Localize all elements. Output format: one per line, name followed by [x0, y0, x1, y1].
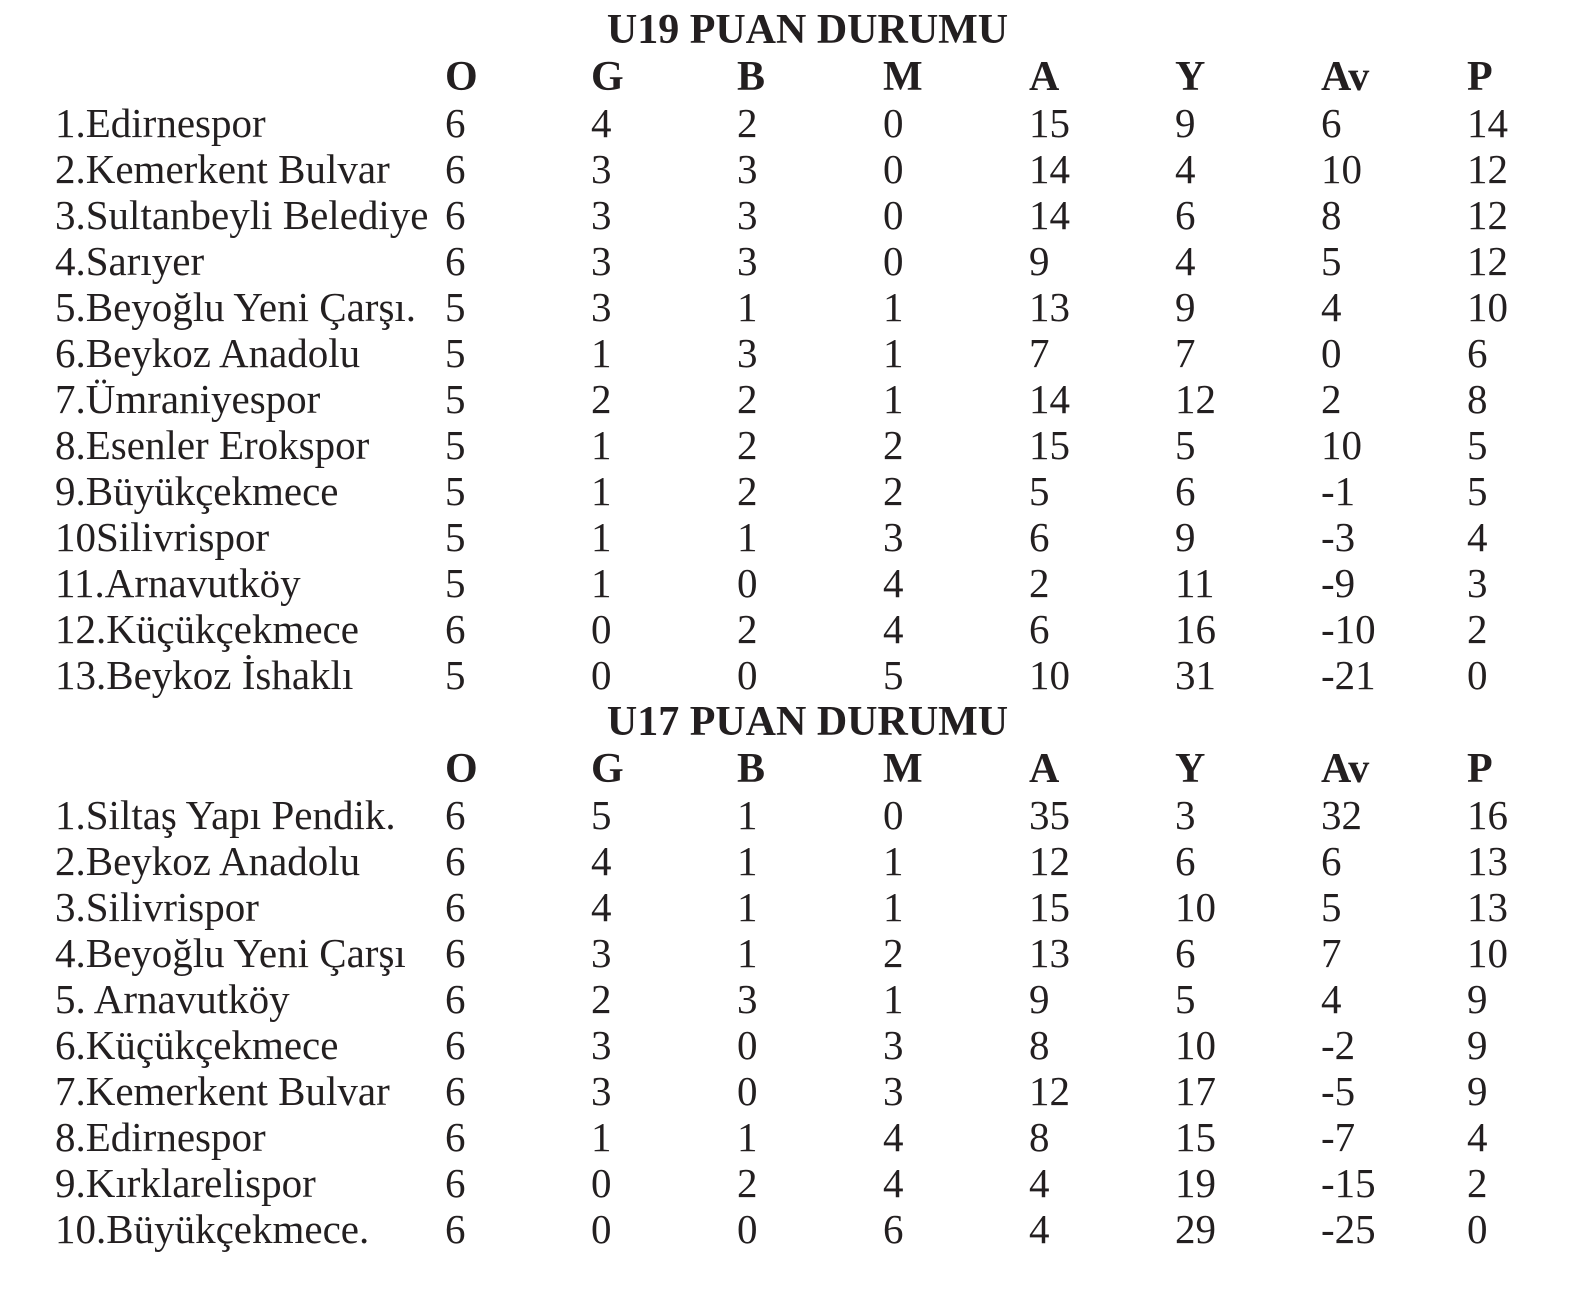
stat-cell-losses: 4 [883, 1160, 904, 1206]
col-header-wins: G [591, 746, 624, 792]
stat-cell-goals-for: 15 [1029, 884, 1070, 930]
stat-cell-wins: 1 [591, 330, 612, 376]
stat-cell-average: 2 [1321, 376, 1342, 422]
team-name-cell: 3.Silivrispor [55, 884, 259, 930]
stat-cell-points: 9 [1467, 1022, 1488, 1068]
team-name-cell: 4.Sarıyer [55, 238, 205, 284]
stat-cell-losses: 1 [883, 976, 904, 1022]
stat-cell-losses: 6 [883, 1206, 904, 1252]
col-header-losses: M [883, 746, 923, 792]
stat-cell-points: 13 [1467, 884, 1508, 930]
stat-cell-wins: 1 [591, 514, 612, 560]
stat-cell-points: 6 [1467, 330, 1488, 376]
stat-cell-wins: 4 [591, 100, 612, 146]
stat-cell-points: 16 [1467, 792, 1508, 838]
stat-cell-played: 5 [445, 560, 466, 606]
stat-cell-goals-against: 4 [1175, 146, 1196, 192]
stat-cell-wins: 3 [591, 1022, 612, 1068]
stat-cell-draws: 3 [737, 146, 758, 192]
team-column-spacer [55, 746, 445, 792]
stat-cell-goals-against: 29 [1175, 1206, 1216, 1252]
stat-cell-goals-for: 12 [1029, 838, 1070, 884]
stat-cell-wins: 3 [591, 146, 612, 192]
team-row [55, 376, 1560, 422]
team-row [55, 514, 1560, 560]
stat-cell-draws: 1 [737, 884, 758, 930]
stat-cell-average: -9 [1321, 560, 1356, 606]
team-name-cell: 12.Küçükçekmece [55, 606, 359, 652]
stat-cell-goals-against: 16 [1175, 606, 1216, 652]
col-header-losses: M [883, 54, 923, 100]
stat-cell-losses: 1 [883, 838, 904, 884]
stat-cell-goals-against: 5 [1175, 976, 1196, 1022]
stat-cell-draws: 2 [737, 468, 758, 514]
stat-cell-played: 6 [445, 1114, 466, 1160]
team-name-cell: 1.Siltaş Yapı Pendik. [55, 792, 396, 838]
stat-cell-goals-against: 9 [1175, 284, 1196, 330]
stat-cell-goals-against: 12 [1175, 376, 1216, 422]
col-header-goals-against: Y [1175, 746, 1206, 792]
stat-cell-played: 6 [445, 100, 466, 146]
stat-cell-points: 4 [1467, 1114, 1488, 1160]
stat-cell-wins: 4 [591, 838, 612, 884]
stat-cell-goals-for: 35 [1029, 792, 1070, 838]
stat-cell-goals-against: 9 [1175, 100, 1196, 146]
col-header-played: O [445, 54, 478, 100]
team-row [55, 192, 1560, 238]
stat-cell-draws: 2 [737, 376, 758, 422]
stat-cell-goals-against: 17 [1175, 1068, 1216, 1114]
stat-cell-average: 5 [1321, 884, 1342, 930]
stat-cell-goals-for: 14 [1029, 146, 1070, 192]
stat-cell-points: 10 [1467, 930, 1508, 976]
stat-cell-goals-for: 7 [1029, 330, 1050, 376]
team-name-cell: 6.Küçükçekmece [55, 1022, 339, 1068]
stat-cell-played: 6 [445, 1068, 466, 1114]
team-name-cell: 7.Ümraniyespor [55, 376, 321, 422]
stat-cell-played: 6 [445, 1022, 466, 1068]
stat-cell-goals-for: 6 [1029, 514, 1050, 560]
stat-cell-average: 10 [1321, 146, 1362, 192]
u17-table-title: U17 PUAN DURUMU [606, 699, 1009, 745]
team-row [55, 1206, 1560, 1252]
stat-cell-average: 5 [1321, 238, 1342, 284]
team-row [55, 330, 1560, 376]
team-name-cell: 9.Kırklarelispor [55, 1160, 316, 1206]
stat-cell-goals-against: 6 [1175, 468, 1196, 514]
stat-cell-points: 12 [1467, 192, 1508, 238]
stat-cell-goals-for: 5 [1029, 468, 1050, 514]
team-row [55, 422, 1560, 468]
team-name-cell: 5. Arnavutköy [55, 976, 290, 1022]
stat-cell-goals-against: 9 [1175, 514, 1196, 560]
stat-cell-goals-against: 7 [1175, 330, 1196, 376]
stat-cell-played: 5 [445, 514, 466, 560]
stat-cell-wins: 4 [591, 884, 612, 930]
stat-cell-losses: 0 [883, 238, 904, 284]
stat-cell-wins: 3 [591, 238, 612, 284]
stat-cell-draws: 2 [737, 606, 758, 652]
team-row [55, 930, 1560, 976]
team-row [55, 146, 1560, 192]
stat-cell-losses: 0 [883, 192, 904, 238]
stat-cell-points: 5 [1467, 468, 1488, 514]
stat-cell-average: -1 [1321, 468, 1356, 514]
stat-cell-losses: 0 [883, 792, 904, 838]
stat-cell-wins: 2 [591, 376, 612, 422]
stat-cell-losses: 4 [883, 1114, 904, 1160]
stat-cell-wins: 1 [591, 422, 612, 468]
team-name-cell: 9.Büyükçekmece [55, 468, 339, 514]
stat-cell-points: 14 [1467, 100, 1508, 146]
stat-cell-draws: 1 [737, 792, 758, 838]
stat-cell-goals-for: 6 [1029, 606, 1050, 652]
stat-cell-played: 5 [445, 652, 466, 698]
stat-cell-wins: 1 [591, 560, 612, 606]
team-name-cell: 2.Kemerkent Bulvar [55, 146, 390, 192]
stat-cell-goals-against: 6 [1175, 192, 1196, 238]
stat-cell-draws: 2 [737, 100, 758, 146]
stat-cell-wins: 0 [591, 1206, 612, 1252]
stat-cell-wins: 1 [591, 1114, 612, 1160]
stat-cell-losses: 2 [883, 468, 904, 514]
stat-cell-draws: 0 [737, 1022, 758, 1068]
stat-cell-points: 9 [1467, 1068, 1488, 1114]
col-header-goals-for: A [1029, 54, 1060, 100]
stat-cell-goals-for: 15 [1029, 422, 1070, 468]
stat-cell-wins: 1 [591, 468, 612, 514]
stat-cell-losses: 1 [883, 884, 904, 930]
stat-cell-goals-against: 4 [1175, 238, 1196, 284]
u17-standings-section [55, 698, 1560, 1252]
stat-cell-goals-for: 8 [1029, 1022, 1050, 1068]
col-header-average: Av [1321, 746, 1370, 792]
team-row [55, 838, 1560, 884]
team-name-cell: 8.Edirnespor [55, 1114, 266, 1160]
stat-cell-played: 6 [445, 192, 466, 238]
stat-cell-goals-against: 10 [1175, 1022, 1216, 1068]
team-name-cell: 7.Kemerkent Bulvar [55, 1068, 390, 1114]
team-name-cell: 5.Beyoğlu Yeni Çarşı. [55, 284, 417, 330]
stat-cell-draws: 3 [737, 192, 758, 238]
team-row [55, 1160, 1560, 1206]
stat-cell-points: 5 [1467, 422, 1488, 468]
col-header-points: P [1467, 746, 1493, 792]
team-row [55, 238, 1560, 284]
stat-cell-goals-for: 14 [1029, 192, 1070, 238]
stat-cell-draws: 2 [737, 1160, 758, 1206]
stat-cell-goals-against: 6 [1175, 930, 1196, 976]
stat-cell-points: 13 [1467, 838, 1508, 884]
col-header-wins: G [591, 54, 624, 100]
stat-cell-average: 7 [1321, 930, 1342, 976]
stat-cell-goals-for: 4 [1029, 1206, 1050, 1252]
stat-cell-played: 6 [445, 1160, 466, 1206]
stat-cell-goals-for: 2 [1029, 560, 1050, 606]
u17-table-body [55, 792, 1560, 1252]
stat-cell-points: 8 [1467, 376, 1488, 422]
stat-cell-draws: 0 [737, 1068, 758, 1114]
stat-cell-goals-against: 31 [1175, 652, 1216, 698]
stat-cell-goals-against: 3 [1175, 792, 1196, 838]
stat-cell-average: -25 [1321, 1206, 1376, 1252]
stat-cell-played: 6 [445, 930, 466, 976]
stat-cell-draws: 1 [737, 284, 758, 330]
stat-cell-draws: 2 [737, 422, 758, 468]
stat-cell-average: -7 [1321, 1114, 1356, 1160]
stat-cell-draws: 1 [737, 514, 758, 560]
col-header-draws: B [737, 54, 766, 100]
stat-cell-goals-against: 11 [1175, 560, 1215, 606]
stat-cell-points: 2 [1467, 606, 1488, 652]
stat-cell-average: 4 [1321, 976, 1342, 1022]
stat-cell-losses: 3 [883, 514, 904, 560]
stat-cell-wins: 0 [591, 1160, 612, 1206]
col-header-average: Av [1321, 54, 1370, 100]
stat-cell-goals-against: 15 [1175, 1114, 1216, 1160]
stat-cell-wins: 0 [591, 652, 612, 698]
stat-cell-points: 9 [1467, 976, 1488, 1022]
stat-cell-goals-for: 14 [1029, 376, 1070, 422]
team-row [55, 606, 1560, 652]
stat-cell-losses: 2 [883, 930, 904, 976]
stat-cell-points: 0 [1467, 1206, 1488, 1252]
team-row [55, 468, 1560, 514]
stat-cell-played: 6 [445, 1206, 466, 1252]
team-name-cell: 1.Edirnespor [55, 100, 266, 146]
stat-cell-losses: 1 [883, 330, 904, 376]
u19-standings-section [55, 6, 1560, 698]
stat-cell-losses: 5 [883, 652, 904, 698]
team-row [55, 1114, 1560, 1160]
col-header-goals-for: A [1029, 746, 1060, 792]
team-name-cell: 6.Beykoz Anadolu [55, 330, 361, 376]
u19-table-title: U19 PUAN DURUMU [606, 7, 1009, 53]
stat-cell-goals-for: 13 [1029, 930, 1070, 976]
stat-cell-losses: 4 [883, 606, 904, 652]
u17-standings-table [55, 746, 1560, 1252]
stat-cell-losses: 1 [883, 376, 904, 422]
stat-cell-average: -2 [1321, 1022, 1356, 1068]
stat-cell-points: 0 [1467, 652, 1488, 698]
stat-cell-goals-for: 13 [1029, 284, 1070, 330]
stat-cell-draws: 3 [737, 976, 758, 1022]
stat-cell-played: 6 [445, 792, 466, 838]
stat-cell-average: -3 [1321, 514, 1356, 560]
stat-cell-played: 6 [445, 838, 466, 884]
stat-cell-played: 6 [445, 238, 466, 284]
stat-cell-goals-for: 10 [1029, 652, 1070, 698]
stat-cell-average: 32 [1321, 792, 1362, 838]
stat-cell-draws: 0 [737, 652, 758, 698]
team-column-spacer [55, 54, 445, 100]
team-name-cell: 2.Beykoz Anadolu [55, 838, 361, 884]
u19-table-body [55, 100, 1560, 698]
stat-cell-points: 2 [1467, 1160, 1488, 1206]
stat-cell-average: -5 [1321, 1068, 1356, 1114]
stat-cell-draws: 1 [737, 930, 758, 976]
stat-cell-goals-against: 6 [1175, 838, 1196, 884]
stat-cell-draws: 1 [737, 838, 758, 884]
stat-cell-goals-against: 5 [1175, 422, 1196, 468]
stat-cell-wins: 3 [591, 930, 612, 976]
stat-cell-losses: 0 [883, 100, 904, 146]
stat-cell-average: 10 [1321, 422, 1362, 468]
team-name-cell: 4.Beyoğlu Yeni Çarşı [55, 930, 406, 976]
stat-cell-wins: 3 [591, 284, 612, 330]
stat-cell-goals-against: 19 [1175, 1160, 1216, 1206]
stat-cell-draws: 1 [737, 1114, 758, 1160]
stat-cell-losses: 4 [883, 560, 904, 606]
col-header-played: O [445, 746, 478, 792]
u17-header-row [55, 746, 1560, 792]
stat-cell-goals-against: 10 [1175, 884, 1216, 930]
stat-cell-draws: 3 [737, 330, 758, 376]
team-row [55, 284, 1560, 330]
team-row [55, 792, 1560, 838]
stat-cell-wins: 3 [591, 1068, 612, 1114]
stat-cell-played: 5 [445, 468, 466, 514]
team-row [55, 560, 1560, 606]
team-name-cell: 10Silivrispor [55, 514, 270, 560]
team-name-cell: 3.Sultanbeyli Belediye [55, 192, 429, 238]
stat-cell-played: 5 [445, 376, 466, 422]
stat-cell-wins: 5 [591, 792, 612, 838]
stat-cell-wins: 0 [591, 606, 612, 652]
stat-cell-draws: 0 [737, 560, 758, 606]
stat-cell-played: 6 [445, 146, 466, 192]
stat-cell-goals-for: 15 [1029, 100, 1070, 146]
team-name-cell: 13.Beykoz İshaklı [55, 652, 354, 698]
stat-cell-points: 12 [1467, 238, 1508, 284]
team-row [55, 976, 1560, 1022]
stat-cell-wins: 3 [591, 192, 612, 238]
stat-cell-average: 0 [1321, 330, 1342, 376]
stat-cell-points: 4 [1467, 514, 1488, 560]
stat-cell-draws: 3 [737, 238, 758, 284]
stat-cell-average: -15 [1321, 1160, 1376, 1206]
team-name-cell: 11.Arnavutköy [55, 560, 301, 606]
stat-cell-points: 12 [1467, 146, 1508, 192]
u19-standings-table [55, 54, 1560, 698]
stat-cell-played: 5 [445, 330, 466, 376]
stat-cell-losses: 3 [883, 1068, 904, 1114]
stat-cell-goals-for: 9 [1029, 238, 1050, 284]
stat-cell-played: 5 [445, 422, 466, 468]
team-row [55, 100, 1560, 146]
stat-cell-goals-for: 9 [1029, 976, 1050, 1022]
stat-cell-goals-for: 4 [1029, 1160, 1050, 1206]
stat-cell-average: 8 [1321, 192, 1342, 238]
team-name-cell: 10.Büyükçekmece. [55, 1206, 370, 1252]
stat-cell-goals-for: 12 [1029, 1068, 1070, 1114]
u19-header-row [55, 54, 1560, 100]
stat-cell-played: 6 [445, 976, 466, 1022]
stat-cell-played: 5 [445, 284, 466, 330]
stat-cell-losses: 1 [883, 284, 904, 330]
col-header-draws: B [737, 746, 766, 792]
stat-cell-losses: 3 [883, 1022, 904, 1068]
stat-cell-points: 10 [1467, 284, 1508, 330]
stat-cell-average: 4 [1321, 284, 1342, 330]
team-row [55, 1068, 1560, 1114]
team-row [55, 884, 1560, 930]
stat-cell-average: 6 [1321, 838, 1342, 884]
col-header-goals-against: Y [1175, 54, 1206, 100]
stat-cell-wins: 2 [591, 976, 612, 1022]
stat-cell-played: 6 [445, 884, 466, 930]
team-row [55, 652, 1560, 698]
stat-cell-points: 3 [1467, 560, 1488, 606]
stat-cell-losses: 2 [883, 422, 904, 468]
stat-cell-draws: 0 [737, 1206, 758, 1252]
stat-cell-average: -10 [1321, 606, 1376, 652]
stat-cell-played: 6 [445, 606, 466, 652]
stat-cell-losses: 0 [883, 146, 904, 192]
stat-cell-goals-for: 8 [1029, 1114, 1050, 1160]
stat-cell-average: -21 [1321, 652, 1376, 698]
col-header-points: P [1467, 54, 1493, 100]
team-row [55, 1022, 1560, 1068]
team-name-cell: 8.Esenler Erokspor [55, 422, 370, 468]
stat-cell-average: 6 [1321, 100, 1342, 146]
